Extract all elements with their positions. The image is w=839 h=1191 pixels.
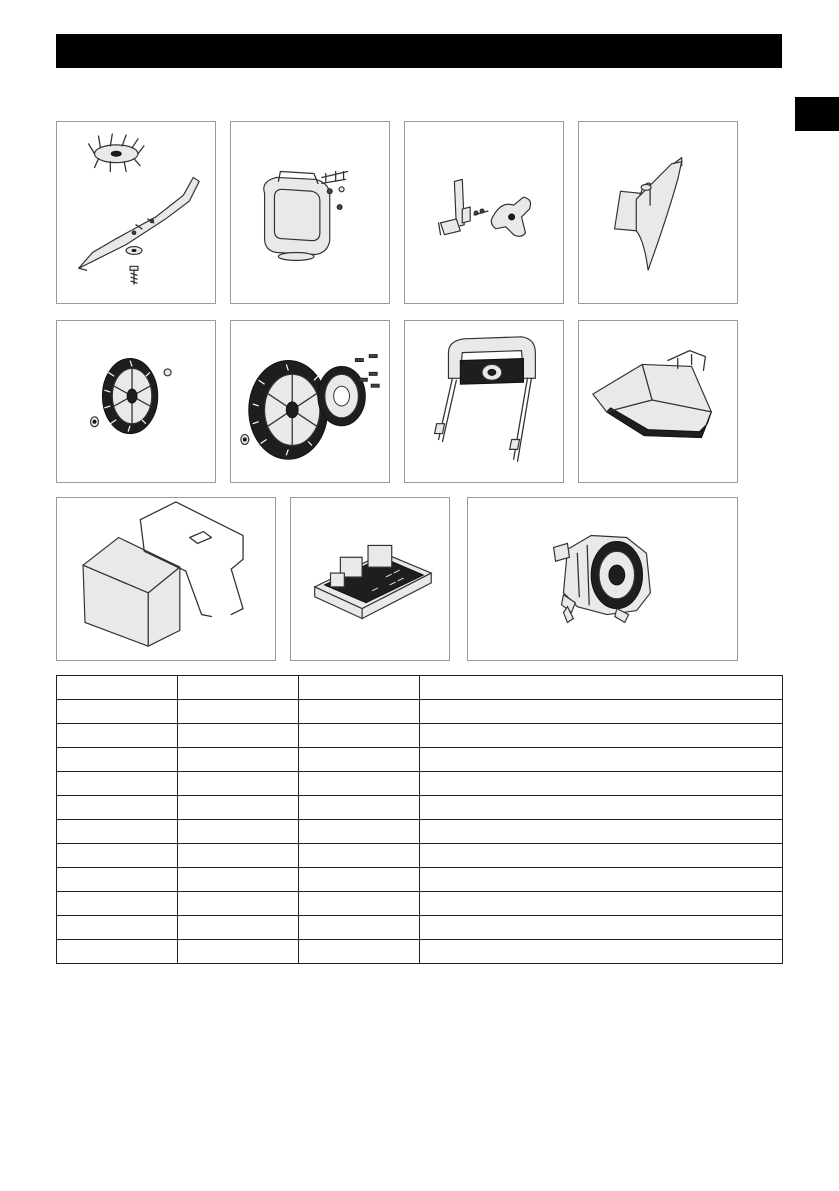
table-cell (299, 892, 420, 916)
control-board-icon (291, 498, 449, 660)
table-cell (299, 844, 420, 868)
blade-fan-bolt-icon (57, 122, 215, 303)
table-row (57, 676, 783, 700)
table-row (57, 844, 783, 868)
table-row (57, 940, 783, 964)
table-cell (178, 700, 299, 724)
part-panel-safety-flap (230, 121, 390, 304)
table-cell (420, 796, 783, 820)
table-cell (57, 868, 178, 892)
handle-assembly-icon (405, 321, 563, 482)
part-panel-front-wheel (56, 320, 216, 483)
table-cell (178, 916, 299, 940)
table-cell (57, 796, 178, 820)
part-panel-control-board (290, 497, 450, 661)
table-cell (57, 676, 178, 700)
table-cell (420, 772, 783, 796)
table-cell (299, 820, 420, 844)
part-panel-grass-bag (56, 497, 276, 661)
table-cell (57, 748, 178, 772)
table-cell (57, 844, 178, 868)
motor-icon (468, 498, 737, 660)
table-cell (57, 700, 178, 724)
part-panel-rear-wheel (230, 320, 390, 483)
table-cell (178, 940, 299, 964)
table-cell (299, 916, 420, 940)
part-panel-discharge-chute (578, 320, 738, 483)
safety-flap-icon (231, 122, 389, 303)
table-cell (420, 916, 783, 940)
table-cell (178, 724, 299, 748)
table-cell (299, 796, 420, 820)
table-cell (420, 700, 783, 724)
table-cell (57, 916, 178, 940)
table-row (57, 868, 783, 892)
part-panel-height-lever (404, 121, 564, 304)
part-panel-mulching-plug (578, 121, 738, 304)
table-cell (57, 940, 178, 964)
rear-discharge-chute-icon (579, 321, 737, 482)
table-row (57, 724, 783, 748)
table-cell (420, 724, 783, 748)
rear-wheel-gear-icon (231, 321, 389, 482)
table-cell (299, 748, 420, 772)
table-cell (178, 772, 299, 796)
table-cell (299, 676, 420, 700)
table-cell (178, 844, 299, 868)
table-cell (178, 892, 299, 916)
table-cell (299, 940, 420, 964)
table-row (57, 772, 783, 796)
table-cell (57, 892, 178, 916)
table-cell (299, 700, 420, 724)
table-cell (178, 676, 299, 700)
grass-bag-icon (57, 498, 275, 660)
table-row (57, 796, 783, 820)
table-cell (420, 820, 783, 844)
front-wheel-icon (57, 321, 215, 482)
table-cell (57, 724, 178, 748)
table-cell (178, 748, 299, 772)
part-panel-handle (404, 320, 564, 483)
table-cell (57, 820, 178, 844)
side-tab (795, 97, 839, 131)
table-cell (299, 868, 420, 892)
table-row (57, 892, 783, 916)
table-row (57, 748, 783, 772)
table-cell (420, 868, 783, 892)
mulching-plug-icon (579, 122, 737, 303)
part-panel-motor (467, 497, 738, 661)
table-cell (178, 796, 299, 820)
table-cell (57, 772, 178, 796)
table-row (57, 916, 783, 940)
part-panel-blade (56, 121, 216, 304)
table-cell (420, 940, 783, 964)
parts-table (56, 675, 783, 964)
table-cell (178, 820, 299, 844)
header-bar (56, 34, 782, 68)
table-cell (420, 892, 783, 916)
table-cell (420, 844, 783, 868)
table-cell (299, 772, 420, 796)
table-cell (420, 748, 783, 772)
table-cell (178, 868, 299, 892)
table-row (57, 700, 783, 724)
height-lever-knob-icon (405, 122, 563, 303)
table-row (57, 820, 783, 844)
table-cell (420, 676, 783, 700)
table-cell (299, 724, 420, 748)
